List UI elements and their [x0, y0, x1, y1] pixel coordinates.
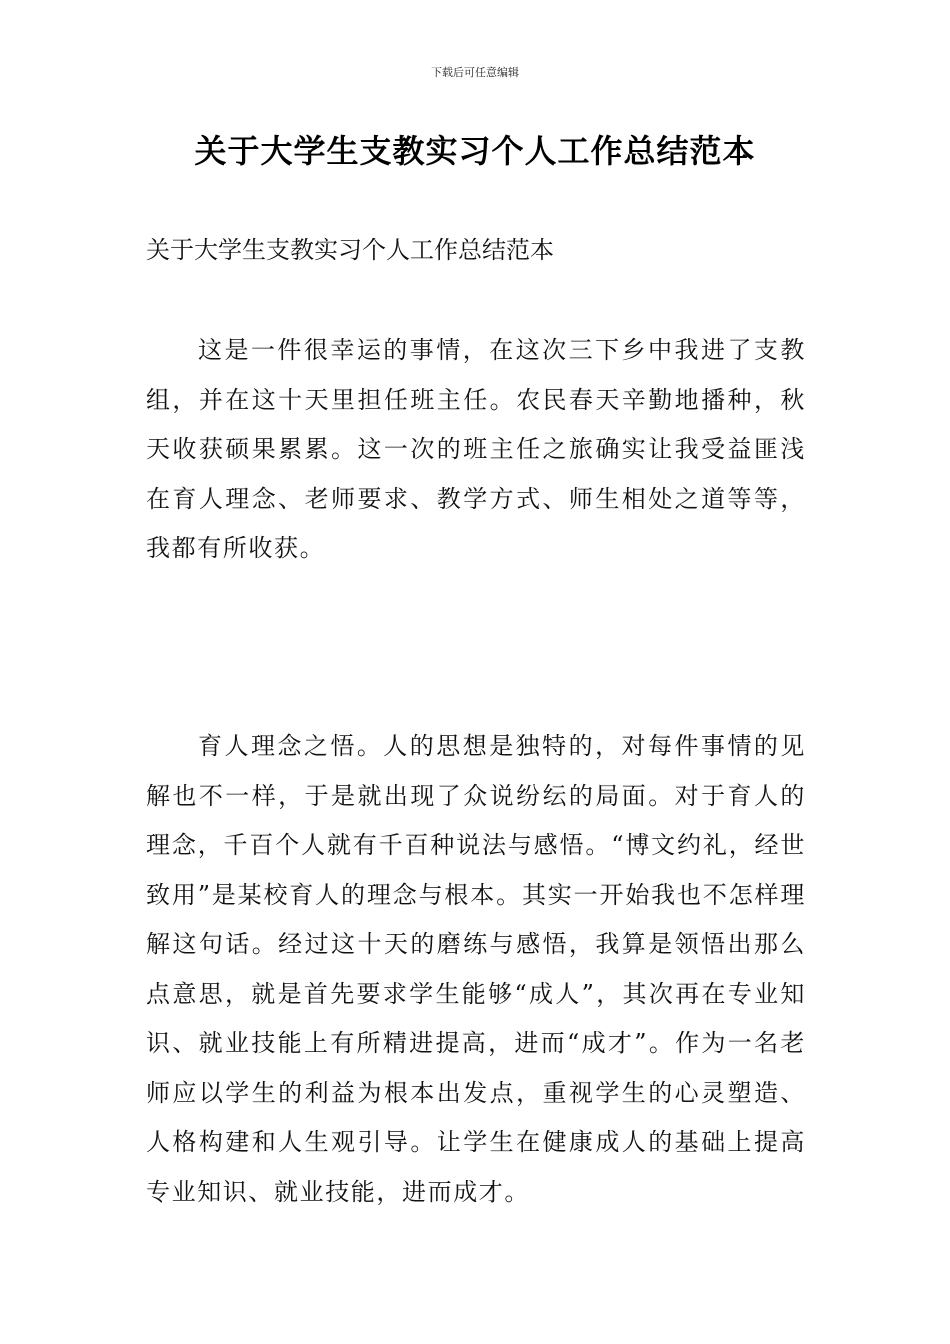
header-note: 下载后可任意编辑 — [431, 66, 519, 79]
document-title: 关于大学生支教实习个人工作总结范本 — [194, 132, 756, 170]
document-subtitle: 关于大学生支教实习个人工作总结范本 — [146, 236, 554, 264]
body-paragraph: 育人理念之悟。人的思想是独特的，对每件事情的见解也不一样，于是就出现了众说纷纭的局面。对于育人的理念，千百个人就有千百种说法与感悟。“博文约礼，经世致用”是某校育人的理念与根本。其实一开始我也不怎样理解这句话。经过这十天的磨练与感悟，我算是领悟出那么点意思，就是首先要求学生能够“成人”，其次再在专业知识、就业技能上有所精进提高，进而“成才”。作为一名老师应以学生的利益为根本出发点，重视学生的心灵塑造、人格构建和人生观引导。让学生在健康成人的基础上提高专业知识、就业技能，进而成才。 — [146, 732, 806, 1206]
body-paragraph: 这是一件很幸运的事情，在这次三下乡中我进了支教组，并在这十天里担任班主任。农民春天辛勤地播种，秋天收获硕果累累。这一次的班主任之旅确实让我受益匪浅在育人理念、老师要求、教学方式、师生相处之道等等，我都有所收获。 — [146, 336, 806, 562]
